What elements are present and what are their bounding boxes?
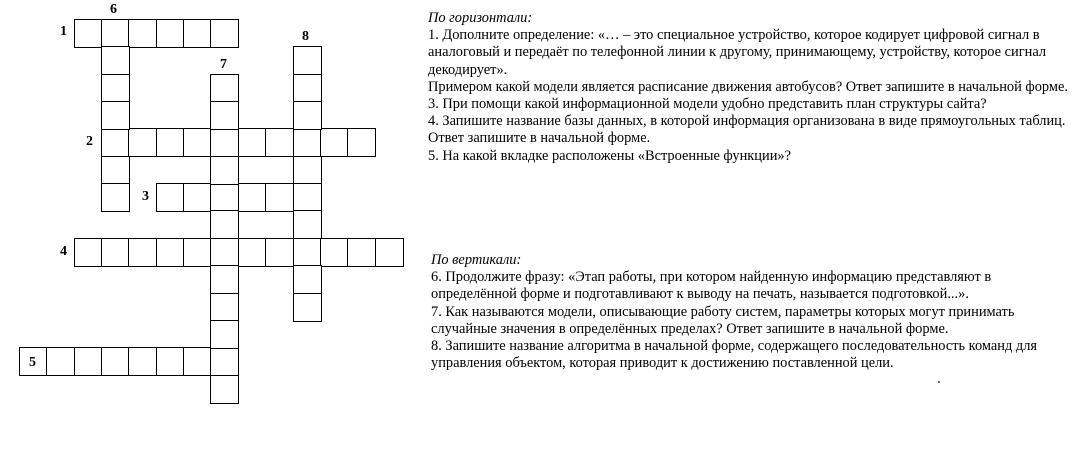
clue-number-8: 8 [302, 29, 309, 44]
crossword-cell[interactable] [210, 156, 239, 185]
crossword-cell[interactable] [74, 238, 103, 267]
crossword-cell[interactable] [74, 19, 103, 48]
crossword-cell[interactable] [210, 101, 239, 130]
crossword-cell[interactable] [46, 347, 75, 376]
crossword-cell[interactable] [210, 293, 239, 322]
clue-across-1: 1. Дополните определение: «… – это специальное устройство, которое кодирует цифровой сигнал в аналоговый и передаёт по телефонной линии к другому, принимающему, устройству, которое сигнал декодирует». [428, 27, 1047, 78]
crossword-cell[interactable] [210, 210, 239, 239]
crossword-cell[interactable] [210, 238, 239, 267]
crossword-cell[interactable] [238, 183, 267, 212]
clue-number-4: 4 [60, 244, 67, 259]
crossword-cell[interactable] [347, 128, 376, 157]
crossword-cell[interactable] [183, 19, 212, 48]
crossword-cell[interactable] [293, 293, 322, 322]
crossword-cell[interactable] [101, 238, 130, 267]
crossword-grid [0, 0, 420, 470]
crossword-cell[interactable] [101, 74, 130, 103]
crossword-cell[interactable] [210, 347, 239, 376]
clue-across-2: Примером какой модели является расписание движения автобусов? Ответ запишите в начальной форме. [428, 78, 1069, 95]
across-clues [428, 10, 1078, 165]
crossword-cell[interactable] [101, 128, 130, 157]
down-clues [428, 252, 1078, 372]
crossword-cell[interactable] [210, 183, 239, 212]
crossword-cell[interactable] [320, 238, 349, 267]
down-heading: По вертикали: [431, 252, 522, 268]
crossword-cell[interactable] [293, 265, 322, 294]
crossword-cell[interactable] [238, 128, 267, 157]
clue-down-8: 8. Запишите название алгоритма в начальной форме, содержащего последовательность команд для управления объектом, которая приводит к достижению поставленной цели. [431, 338, 1037, 372]
crossword-cell[interactable] [375, 238, 404, 267]
crossword-cell[interactable] [293, 156, 322, 185]
crossword-cell[interactable] [293, 238, 322, 267]
crossword-cell[interactable] [101, 19, 130, 48]
clue-number-1: 1 [60, 24, 67, 39]
crossword-cell[interactable] [156, 19, 185, 48]
crossword-cell[interactable] [210, 375, 239, 404]
crossword-cell[interactable] [210, 320, 239, 349]
crossword-cell[interactable] [101, 183, 130, 212]
clue-number-6: 6 [110, 2, 117, 17]
across-heading: По горизонтали: [428, 10, 533, 26]
clue-number-3: 3 [142, 189, 149, 204]
crossword-cell[interactable] [293, 128, 322, 157]
crossword-cell[interactable] [265, 128, 294, 157]
crossword-cell[interactable] [101, 46, 130, 75]
clue-number-7: 7 [220, 57, 227, 72]
crossword-cell[interactable] [128, 238, 157, 267]
crossword-cell[interactable] [101, 156, 130, 185]
crossword-cell[interactable] [128, 128, 157, 157]
crossword-cell[interactable] [210, 265, 239, 294]
stray-dot [938, 381, 940, 383]
crossword-cell[interactable] [293, 74, 322, 103]
crossword-cell[interactable] [183, 347, 212, 376]
crossword-cell[interactable] [156, 128, 185, 157]
clue-across-3: 3. При помощи какой информационной модели удобно представить план структуры сайта? [428, 96, 987, 113]
crossword-cell[interactable] [210, 128, 239, 157]
crossword-cell[interactable] [183, 238, 212, 267]
crossword-cell[interactable] [101, 347, 130, 376]
crossword-cell[interactable] [101, 101, 130, 130]
crossword-cell[interactable] [74, 347, 103, 376]
clue-down-6: 6. Продолжите фразу: «Этап работы, при котором найденную информацию представляют в определённой форме и подготавливают к выводу на печать, называется подготовкой...». [431, 269, 992, 303]
crossword-cell[interactable] [293, 210, 322, 239]
crossword-cell[interactable] [293, 183, 322, 212]
clue-across-4: 4. Запишите название базы данных, в которой информация организована в виде прямоугольных таблиц. Ответ запишите в начальной форме. [428, 113, 1066, 147]
crossword-cell[interactable] [347, 238, 376, 267]
crossword-cell[interactable] [265, 183, 294, 212]
clue-down-7: 7. Как называются модели, описывающие работу систем, параметры которых могут принимать случайные значения в определённых пределах? Ответ запишите в начальной форме. [431, 303, 1015, 337]
crossword-cell[interactable] [320, 128, 349, 157]
crossword-cell[interactable] [210, 19, 239, 48]
crossword-cell[interactable] [210, 74, 239, 103]
crossword-cell[interactable] [265, 238, 294, 267]
crossword-cell[interactable] [128, 347, 157, 376]
crossword-cell[interactable] [156, 183, 185, 212]
crossword-cell[interactable] [156, 347, 185, 376]
clue-number-2: 2 [86, 134, 93, 149]
crossword-cell[interactable] [293, 46, 322, 75]
crossword-cell[interactable] [183, 183, 212, 212]
crossword-cell[interactable] [183, 128, 212, 157]
crossword-cell[interactable] [156, 238, 185, 267]
clue-number-5: 5 [29, 355, 36, 370]
crossword-cell[interactable] [293, 101, 322, 130]
crossword-cell[interactable] [128, 19, 157, 48]
clue-across-5: 5. На какой вкладке расположены «Встроенные функции»? [428, 147, 791, 164]
crossword-cell[interactable] [238, 238, 267, 267]
